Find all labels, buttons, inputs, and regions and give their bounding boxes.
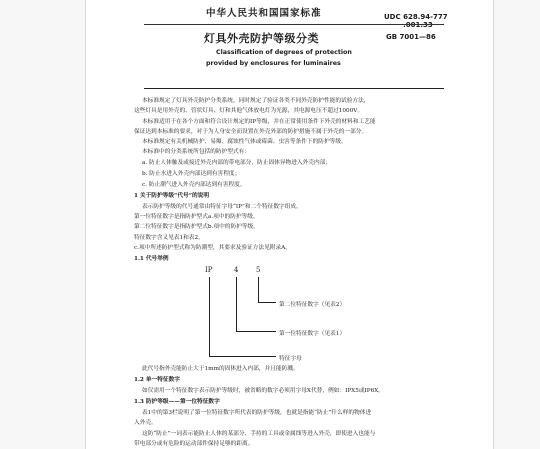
intro-line: 保证达到本标准的要求，对于为人身安全而设置在外壳外部的防护措施不属于外壳的一部分。 [134,129,368,135]
section-1-2-line: 如仅需用一个特征数字表示防护等级时，被省略的数字必须用字母X代替，例如：IPX5或IP6X。 [142,388,384,394]
second-digit-label: 第二位特征数字（见表2） [279,302,346,308]
section-1-3-line: 入外壳。 [134,420,157,426]
udc-label: UDC [384,13,401,21]
national-standard-header: 中华人民共和国国家标准 [206,8,322,19]
digit-1-connector-horizontal [236,331,276,332]
code-letters: IP [205,266,213,274]
viewer-background-left [0,0,85,449]
section-1-line: 特征数字含义见表1和表2。 [134,235,204,241]
section-1-line: c.项中所述防护型式称为防潮型，其要求及验证方法见附录A。 [134,245,291,251]
english-title-line-2: provided by enclosures for luminaires [206,60,341,67]
list-item: b. 防止水进入外壳内部达到有害程度； [142,171,241,177]
header-rule [144,24,444,25]
section-1-3-line: 这防“防止”一词表示能防止人体的某部分、手持的工具或金属线等进入外壳，即使进入也能与 [142,431,376,437]
section-1-line: 第二位特征数字是指防护型式b.项中的防护等级。 [134,224,259,230]
udc-code [384,13,448,29]
section-1-3-heading: 1.3 防护等级——第一位特征数字 [134,399,220,405]
letters-label: 特征字母 [279,356,302,362]
udc-code-line-2: .001.33 [403,21,433,29]
udc-code-lines [403,13,448,29]
english-title-line-1: Classification of degrees of protection [216,49,352,56]
intro-line: 本标准中的分类系统所包括的防护型式有： [142,149,251,155]
digit-2-connector-vertical [258,277,259,303]
digit-2-connector-horizontal [258,302,276,303]
first-digit-label: 第一位特征数字（见表1） [279,331,346,337]
title-divider [144,88,444,89]
section-1-line: 第一位特征数字是指防护型式a.项中的防护等级。 [134,214,259,220]
viewer-background-right [494,0,540,449]
intro-line: 本标准规定有关机械防护、易爆、腐蚀性气体或霉菌、虫害等条件下的防护等级。 [142,139,347,145]
letters-connector-vertical [209,277,210,357]
section-1-3-line: 表1中的第3栏说明了第一位特征数字所代表的防护等级，也就是指能“防止”什么样的物体进 [142,410,372,416]
section-1-heading: 1 关于防护等级“代号”的说明 [134,193,210,199]
document-page[interactable] [85,0,494,449]
intro-line: 本标准规定了灯具外壳防护分类系统，同时规定了验证各类不同外壳防护性能的试验方法， [142,98,370,104]
intro-line: 本标准适用于在各个方面和符合设计规定的IP等级，并在正常使用条件下外壳的材料和工艺能 [142,119,376,125]
document-title: 灯具外壳防护等级分类 [204,32,319,45]
section-1-2-heading: 1.2 单一特征数字 [134,377,180,383]
section-1-3-line: 带电部分或有危险的运动部件保持足够的距离。 [134,441,254,447]
section-1-1-heading: 1.1 代号举例 [134,256,169,262]
code-digit-2: 5 [256,266,261,274]
example-note: 此代号指外壳能防止大于1mm的固体进入内部，并且能防溅。 [142,366,299,372]
gb-number: GB 7001—86 [386,33,436,41]
letters-connector-horizontal [209,356,276,357]
intro-line: 这些灯具是用外壳的、管状灯具、灯和其他气体放电灯为光源，其电源电压不超过1000V。 [134,108,364,114]
code-digit-1: 4 [234,266,239,274]
section-1-line: 表示防护等级的代号通常由特征字母“IP”和二个特征数字组成。 [142,204,302,210]
digit-1-connector-vertical [236,277,237,332]
udc-code-line-1: 628.94-777 [403,13,448,21]
list-item: c. 防止潮气进入外壳内部达到有害程度。 [142,182,246,188]
list-item: a. 防止人体触及或接近外壳内部的带电部分，防止固体异物进入外壳内部； [142,160,332,166]
